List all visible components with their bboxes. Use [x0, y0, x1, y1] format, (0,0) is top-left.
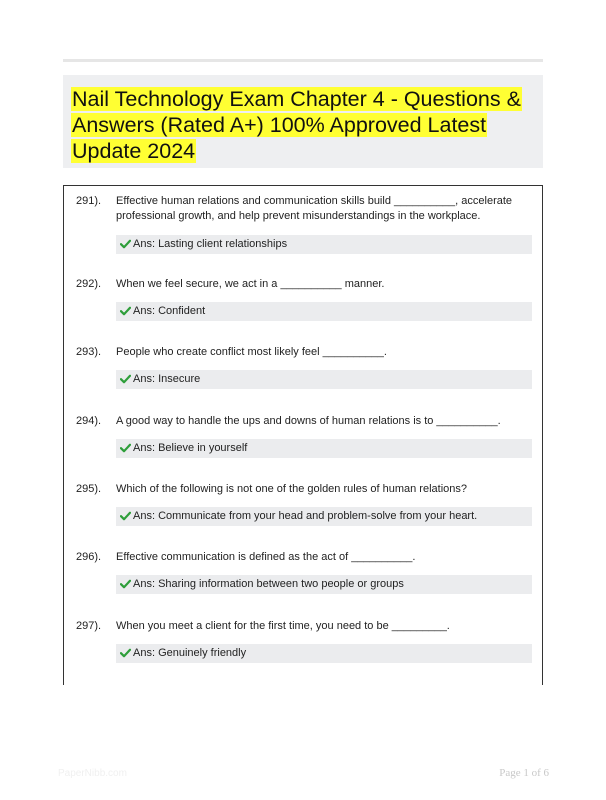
check-icon — [120, 235, 133, 254]
question-number: 294). — [76, 415, 102, 427]
answer-text: Ans: Communicate from your head and problem-solve from your heart. — [133, 510, 478, 522]
question-text: Effective human relations and communication skills build __________, accelerate professional growth, and help prevent misunderstandings in the workplace. — [116, 195, 513, 222]
question-number: 297). — [76, 620, 102, 632]
question-number: 293). — [76, 346, 102, 358]
answer-box — [116, 644, 532, 663]
answer-text: Ans: Genuinely friendly — [133, 647, 247, 659]
question-text: People who create conflict most likely feel __________. — [116, 346, 387, 358]
answer-text: Ans: Believe in yourself — [133, 442, 248, 454]
question-text: Effective communication is defined as the act of __________. — [116, 551, 416, 563]
answer-text: Ans: Insecure — [133, 373, 201, 385]
footer-watermark: PaperNibb.com — [58, 768, 127, 779]
check-icon — [120, 575, 133, 594]
top-divider — [63, 59, 543, 62]
answer-box — [116, 507, 532, 526]
questions-frame — [63, 185, 543, 685]
answer-box — [116, 235, 532, 254]
question-text: When we feel secure, we act in a __________ manner. — [116, 278, 385, 290]
question-text: A good way to handle the ups and downs of human relations is to __________. — [116, 415, 501, 427]
title-banner — [63, 75, 543, 168]
document-title: Nail Technology Exam Chapter 4 - Questions & Answers (Rated A+) 100% Approved Latest Update 2024 — [72, 87, 521, 163]
question-text: Which of the following is not one of the golden rules of human relations? — [116, 483, 467, 495]
answer-box — [116, 302, 532, 321]
check-icon — [120, 370, 133, 389]
check-icon — [120, 439, 133, 458]
question-number: 295). — [76, 483, 102, 495]
question-number: 292). — [76, 278, 102, 290]
answer-box — [116, 439, 532, 458]
question-text: When you meet a client for the first time, you need to be _________. — [116, 620, 450, 632]
question-number: 296). — [76, 551, 102, 563]
page-number: Page 1 of 6 — [499, 767, 549, 779]
answer-box — [116, 370, 532, 389]
answer-box — [116, 575, 532, 594]
answer-text: Ans: Confident — [133, 305, 206, 317]
check-icon — [120, 644, 133, 663]
answer-text: Ans: Lasting client relationships — [133, 238, 288, 250]
check-icon — [120, 507, 133, 526]
question-number: 291). — [76, 195, 102, 207]
check-icon — [120, 302, 133, 321]
answer-text: Ans: Sharing information between two people or groups — [133, 578, 404, 590]
